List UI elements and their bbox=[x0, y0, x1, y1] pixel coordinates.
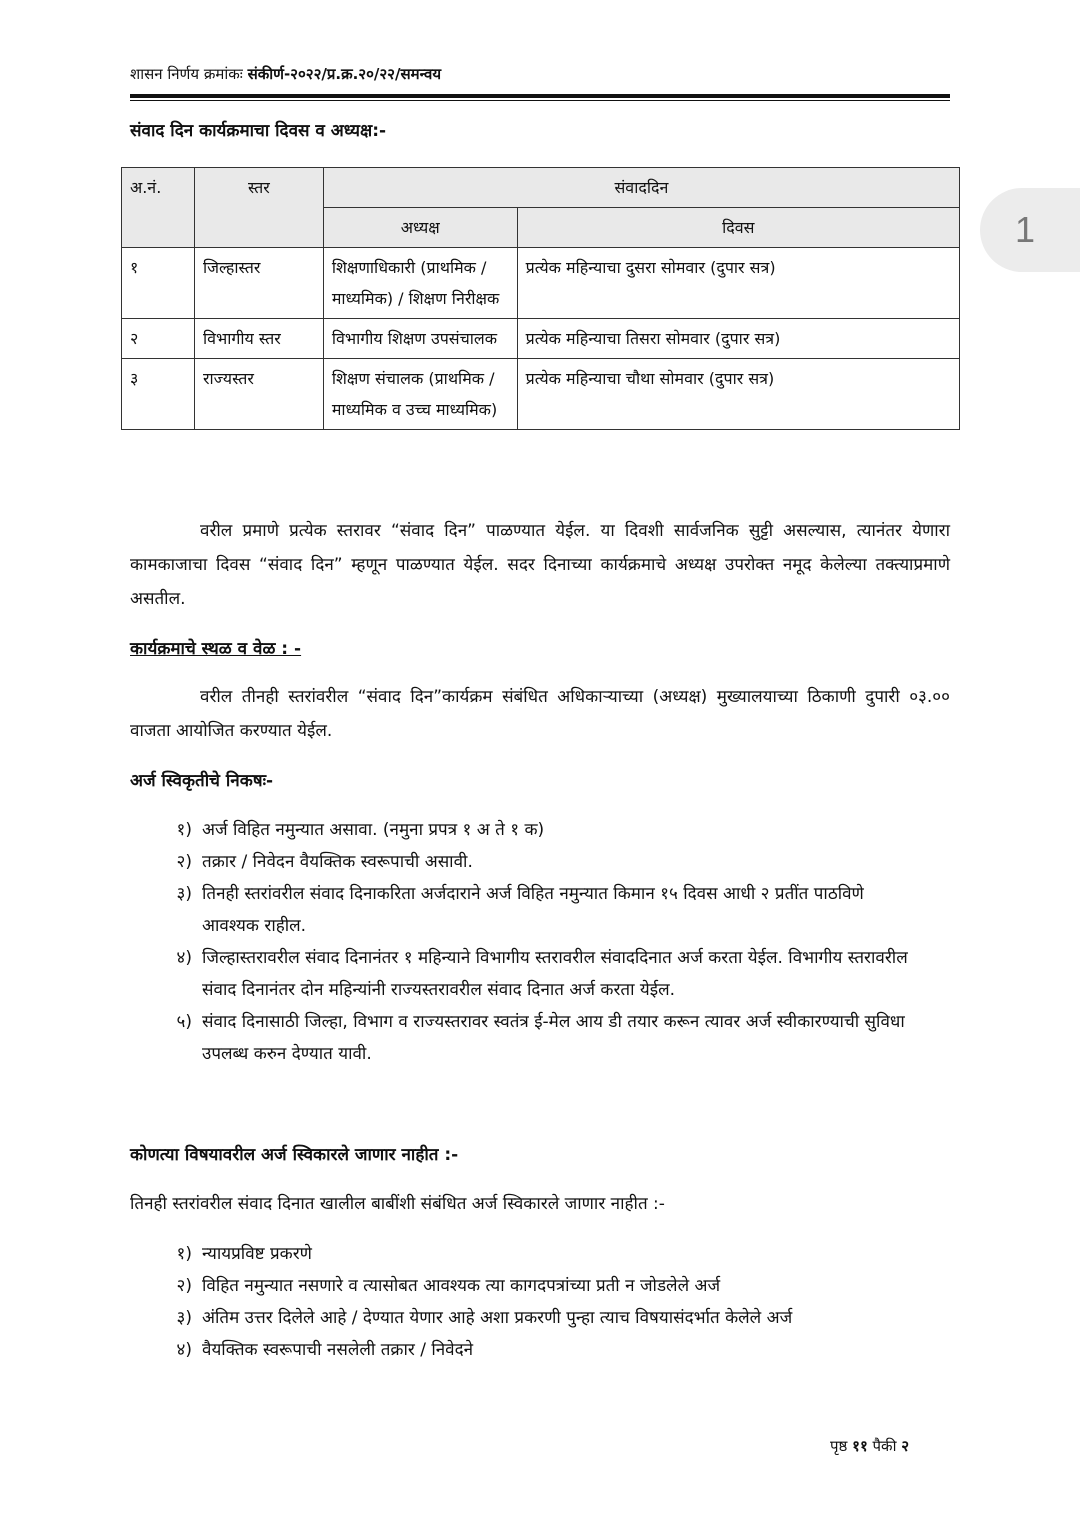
list-item bbox=[130, 814, 920, 846]
col-header-level: स्तर bbox=[194, 168, 323, 248]
item-text: अंतिम उत्तर दिलेले आहे / देण्यात येणार आहे अशा प्रकरणी पुन्हा त्याच विषयासंदर्भात केलेले अर्ज bbox=[202, 1308, 793, 1328]
table-row bbox=[122, 248, 960, 319]
header-rule-thick bbox=[130, 94, 950, 98]
section-title-venue: कार्यक्रमाचे स्थळ व वेळ : - bbox=[130, 639, 302, 659]
paragraph-samvad-din: वरील प्रमाणे प्रत्येक स्तरावर “संवाद दिन” पाळण्यात येईल. या दिवशी सार्वजनिक सुट्टी असल्यास, त्यानंतर येणारा कामकाजाचा दिवस “संवाद दिन” म्हणून पाळण्यात येईल. सदर दिनाच्या कार्यक्रमाचे अध्यक्ष उपरोक्त नमूद केलेल्या तक्त्याप्रमाणे असतील. bbox=[130, 521, 950, 609]
item-number: २) bbox=[176, 852, 192, 872]
list-item bbox=[130, 846, 920, 878]
rejected-intro: तिनही स्तरांवरील संवाद दिनात खालील बाबींशी संबंधित अर्ज स्विकारले जाणार नाहीत :- bbox=[130, 1194, 665, 1214]
page-footer bbox=[830, 1436, 909, 1456]
item-text: विहित नमुन्यात नसणारे व त्यासोबत आवश्यक त्या कागदपत्रांच्या प्रती न जोडलेले अर्ज bbox=[202, 1276, 721, 1296]
footer-page: ११ bbox=[852, 1437, 868, 1455]
list-item bbox=[130, 1006, 920, 1070]
item-text: अर्ज विहित नमुन्यात असावा. (नमुना प्रपत्र १ अ ते १ क) bbox=[202, 820, 545, 840]
section-title-rejected: कोणत्या विषयावरील अर्ज स्विकारले जाणार नाहीत :- bbox=[130, 1145, 459, 1165]
table-header-row bbox=[122, 168, 960, 208]
item-text: जिल्हास्तरावरील संवाद दिनानंतर १ महिन्याने विभागीय स्तरावरील संवाददिनात अर्ज करता येईल. विभागीय स्तरावरील संवाद दिनानंतर दोन महिन्यांनी राज्यस्तरावरील संवाद दिनात अर्ज करता येईल. bbox=[202, 948, 908, 1000]
list-item bbox=[130, 1334, 920, 1366]
cell-sr: २ bbox=[122, 319, 195, 359]
cell-day: प्रत्येक महिन्याचा दुसरा सोमवार (दुपार सत्र) bbox=[517, 248, 959, 319]
gr-number: संकीर्ण-२०२२/प्र.क्र.२०/२२/समन्वय bbox=[247, 65, 442, 83]
criteria-list bbox=[130, 814, 920, 1070]
cell-day: प्रत्येक महिन्याचा चौथा सोमवार (दुपार सत्र) bbox=[517, 359, 959, 430]
col-header-day: दिवस bbox=[517, 208, 959, 248]
table-row bbox=[122, 359, 960, 430]
item-text: न्यायप्रविष्ट प्रकरणे bbox=[202, 1244, 312, 1264]
schedule-table bbox=[121, 167, 960, 430]
list-item bbox=[130, 1270, 920, 1302]
cell-chair: विभागीय शिक्षण उपसंचालक bbox=[323, 319, 517, 359]
item-number: १) bbox=[176, 820, 192, 840]
item-number: २) bbox=[176, 1276, 192, 1296]
footer-of: पैकी bbox=[872, 1437, 897, 1455]
table-row bbox=[122, 319, 960, 359]
section-title-criteria: अर्ज स्विकृतीचे निकषः- bbox=[130, 771, 274, 791]
item-number: ३) bbox=[176, 884, 192, 904]
list-item bbox=[130, 1238, 920, 1270]
list-item bbox=[130, 1302, 920, 1334]
col-header-chair: अध्यक्ष bbox=[323, 208, 517, 248]
col-header-group: संवाददिन bbox=[323, 168, 959, 208]
item-text: तक्रार / निवेदन वैयक्तिक स्वरूपाची असावी. bbox=[202, 852, 473, 872]
cell-chair: शिक्षण संचालक (प्राथमिक / माध्यमिक व उच्च माध्यमिक) bbox=[323, 359, 517, 430]
cell-sr: १ bbox=[122, 248, 195, 319]
item-number: १) bbox=[176, 1244, 192, 1264]
list-item bbox=[130, 878, 920, 942]
page-number-tab[interactable]: 1 bbox=[980, 188, 1080, 272]
item-text: वैयक्तिक स्वरूपाची नसलेली तक्रार / निवेदने bbox=[202, 1340, 474, 1360]
header-rule-thin bbox=[130, 100, 950, 101]
item-text: संवाद दिनासाठी जिल्हा, विभाग व राज्यस्तरावर स्वतंत्र ई-मेल आय डी तयार करून त्यावर अर्ज स्वीकारण्याची सुविधा उपलब्ध करुन देण्यात यावी. bbox=[202, 1012, 905, 1064]
header-prefix: शासन निर्णय क्रमांकः bbox=[130, 65, 243, 83]
paragraph-venue: वरील तीनही स्तरांवरील “संवाद दिन”कार्यक्रम संबंधित अधिकाऱ्याच्या (अध्यक्ष) मुख्यालयाच्या ठिकाणी दुपारी ०३.०० वाजता आयोजित करण्यात येईल. bbox=[130, 687, 950, 741]
section-title-schedule: संवाद दिन कार्यक्रमाचा दिवस व अध्यक्ष:- bbox=[130, 121, 387, 141]
cell-level: जिल्हास्तर bbox=[194, 248, 323, 319]
item-text: तिनही स्तरांवरील संवाद दिनाकरिता अर्जदाराने अर्ज विहित नमुन्यात किमान १५ दिवस आधी २ प्रतींत पाठविणे आवश्यक राहील. bbox=[202, 884, 864, 936]
item-number: ५) bbox=[176, 1012, 192, 1032]
rejected-list bbox=[130, 1238, 920, 1366]
item-number: ४) bbox=[176, 948, 192, 968]
footer-prefix: पृष्ठ bbox=[830, 1437, 848, 1455]
footer-total: २ bbox=[901, 1437, 910, 1455]
cell-level: राज्यस्तर bbox=[194, 359, 323, 430]
item-number: ४) bbox=[176, 1340, 192, 1360]
cell-chair: शिक्षणाधिकारी (प्राथमिक / माध्यमिक) / शिक्षण निरीक्षक bbox=[323, 248, 517, 319]
col-header-sr: अ.नं. bbox=[122, 168, 195, 248]
cell-level: विभागीय स्तर bbox=[194, 319, 323, 359]
cell-sr: ३ bbox=[122, 359, 195, 430]
item-number: ३) bbox=[176, 1308, 192, 1328]
cell-day: प्रत्येक महिन्याचा तिसरा सोमवार (दुपार सत्र) bbox=[517, 319, 959, 359]
document-header bbox=[130, 64, 950, 84]
list-item bbox=[130, 942, 920, 1006]
